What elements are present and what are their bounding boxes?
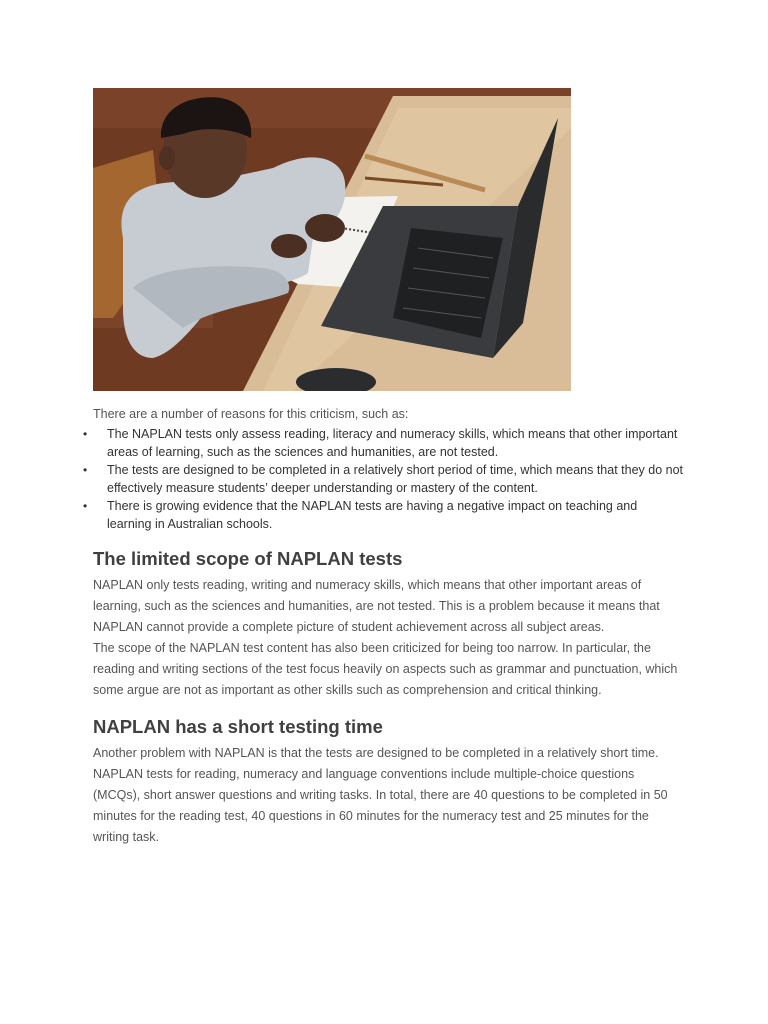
- list-item-text: The NAPLAN tests only assess reading, literacy and numeracy skills, which means that other important areas of learning, such as the sciences and humanities, are not tested.: [107, 427, 678, 459]
- section-heading-limited-scope: The limited scope of NAPLAN tests: [93, 548, 403, 569]
- boy-hand-right: [305, 214, 345, 242]
- list-item: [83, 461, 684, 497]
- section-heading-short-testing-time: NAPLAN has a short testing time: [93, 716, 383, 737]
- list-item-text: There is growing evidence that the NAPLAN tests are having a negative impact on teaching and learning in Australian schools.: [107, 499, 638, 531]
- list-item-text: The tests are designed to be completed in a relatively short period of time, which means that they do not effectively measure students’ deeper understanding or mastery of the content.: [107, 463, 684, 495]
- boy-hand-left: [271, 234, 307, 258]
- paragraph: Another problem with NAPLAN is that the tests are designed to be completed in a relatively short time.: [93, 746, 659, 760]
- bullet-icon: •: [83, 427, 88, 441]
- bullet-icon: •: [83, 499, 88, 513]
- intro-text: There are a number of reasons for this criticism, such as:: [93, 407, 409, 421]
- paragraph: The scope of the NAPLAN test content has also been criticized for being too narrow. In particular, the reading and writing sections of the test focus heavily on aspects such as grammar and punctuation, which some argue are not as important as other skills such as comprehension and critical thinking.: [93, 641, 678, 697]
- article-content: [83, 405, 684, 848]
- paragraph: NAPLAN tests for reading, numeracy and language conventions include multiple-choice questions (MCQs), short answer questions and writing tasks. In total, there are 40 questions to be completed in 50 minutes for the reading test, 40 questions in 60 minutes for the numeracy test and 25 minutes for the writing task.: [93, 767, 668, 844]
- list-item: [83, 497, 683, 533]
- article-photo: [93, 88, 571, 391]
- photo-illustration: [93, 88, 571, 391]
- list-item: [83, 425, 683, 461]
- paragraph: NAPLAN only tests reading, writing and numeracy skills, which means that other important areas of learning, such as the sciences and humanities, are not tested. This is a problem because it means that NAPLAN cannot provide a complete picture of student achievement across all subject areas.: [93, 578, 660, 634]
- boy-ear: [159, 146, 175, 170]
- criticism-list: [83, 425, 684, 533]
- bullet-icon: •: [83, 463, 88, 477]
